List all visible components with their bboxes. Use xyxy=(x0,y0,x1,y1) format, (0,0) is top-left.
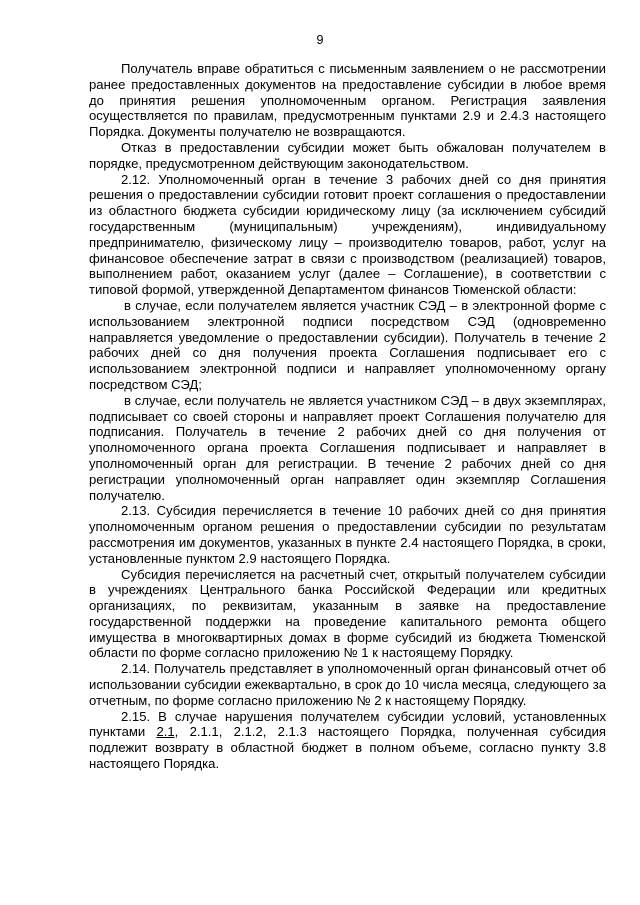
clause-reference-2-1: 2.1 xyxy=(156,724,175,740)
paragraph-transfer-account: Субсидия перечисляется на расчетный счет, открытый получателем субсидии в учреждениях Центрального банка Российской Федерации или кредитных организациях, по реквизитам, указанным в заявке на предоставление государственной поддержки на проведение капитального ремонта общего имущества в многоквартирных домах в форме субсидий из бюджета Тюменской области по форме согласно приложению № 1 к настоящему Порядку. xyxy=(89,566,606,661)
document-body xyxy=(89,61,606,772)
paragraph-2-15 xyxy=(89,709,606,772)
paragraph-sed-participant: в случае, если получателем является участник СЭД – в электронной форме с использованием электронной подписи посредством СЭД (одновременно направляется уведомление о предоставлении субсидии). Получатель в течение 2 рабочих дней со дня получения проекта Соглашения подписывает его с использованием электронной подписи и направляет уполномоченному органу посредством СЭД; xyxy=(89,297,606,392)
paragraph-non-sed-participant: в случае, если получатель не является участником СЭД – в двух экземплярах, подписывает со своей стороны и направляет проект Соглашения получателю для подписания. Получатель в течение 2 рабочих дней со дня получения от уполномоченного органа проекта Соглашения подписывает и направляет в уполномоченный орган для регистрации. В течение 2 рабочих дней со дня регистрации уполномоченный орган направляет один экземпляр Соглашения получателю. xyxy=(89,392,606,503)
paragraph-2-15-end: , 2.1.1, 2.1.2, 2.1.3 настоящего Порядка, полученная субсидия подлежит возврату в областной бюджет в полном объеме, согласно пункту 3.8 настоящего Порядка. xyxy=(89,724,606,772)
paragraph-2-14: 2.14. Получатель представляет в уполномоченный орган финансовый отчет об использовании субсидии ежеквартально, в срок до 10 числа месяца, следующего за отчетным, по форме согласно приложению № 2 к настоящему Порядку. xyxy=(89,661,606,708)
paragraph-2-12: 2.12. Уполномоченный орган в течение 3 рабочих дней со дня принятия решения о предоставлении субсидии готовит проект соглашения о предоставлении из областного бюджета субсидии юридическому лицу (за исключением субсидий государственным (муниципальным) учреждениям), индивидуальному предпринимателю, физическому лицу – производителю товаров, работ, услуг на финансовое обеспечение затрат в связи с производством (реализацией) товаров, выполнением работ, оказанием услуг (далее – Соглашение), в соответствии с типовой формой, утвержденной Департаментом финансов Тюменской области: xyxy=(89,171,606,298)
paragraph-refusal-appeal: Отказ в предоставлении субсидии может быть обжалован получателем в порядке, предусмотренном действующим законодательством. xyxy=(89,139,606,171)
paragraph-2-13: 2.13. Субсидия перечисляется в течение 10 рабочих дней со дня принятия уполномоченным органом решения о предоставлении субсидии по результатам рассмотрения им документов, указанных в пункте 2.4 настоящего Порядка, в сроки, установленные пунктом 2.9 настоящего Порядка. xyxy=(89,503,606,566)
paragraph-2-15-start: 2.15. В случае нарушения получателем субсидии условий, установленных пунктами xyxy=(89,708,606,740)
paragraph-withdraw-application: Получатель вправе обратиться с письменным заявлением о не рассмотрении ранее предоставленных документов на предоставление субсидии в любое время до принятия решения уполномоченным органом. Регистрация заявления осуществляется по правилам, предусмотренным пунктами 2.9 и 2.4.3 настоящего Порядка. Документы получателю не возвращаются. xyxy=(89,61,606,140)
page-number: 9 xyxy=(316,33,324,47)
